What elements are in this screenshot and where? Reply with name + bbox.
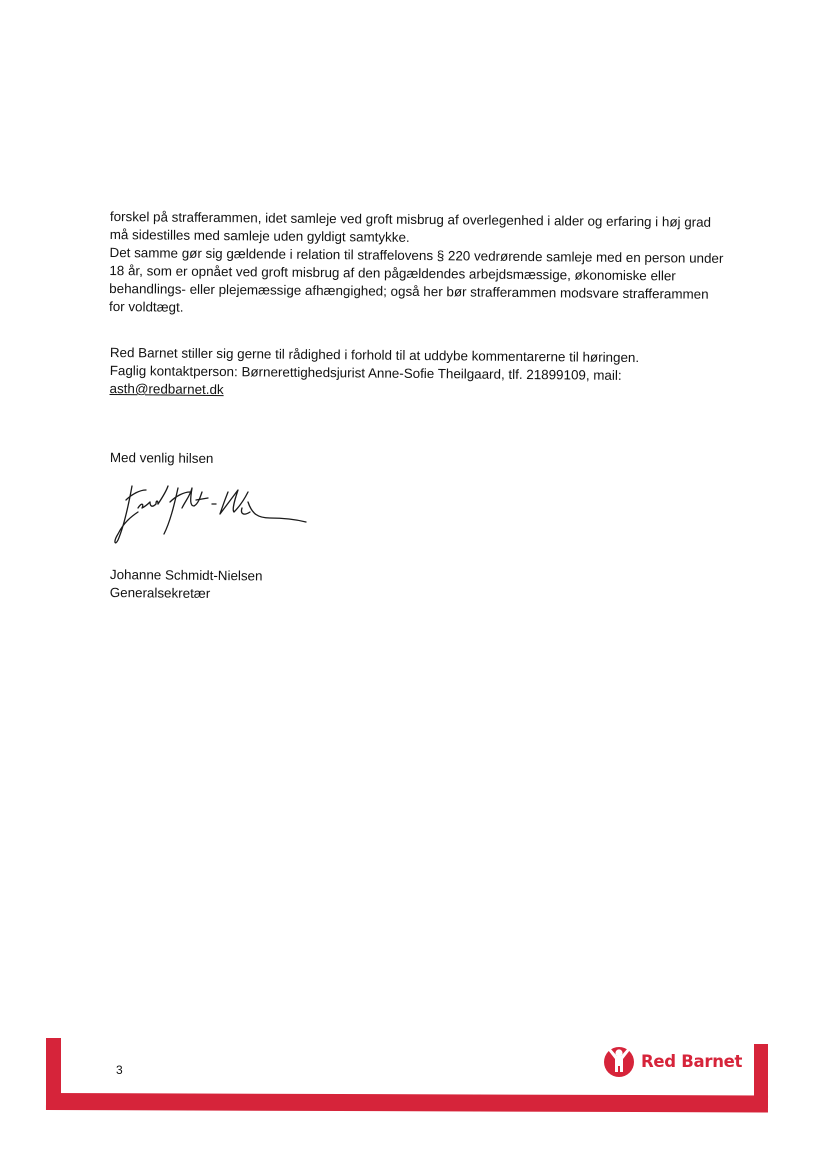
handwritten-signature bbox=[110, 478, 310, 550]
closing-block bbox=[110, 449, 730, 473]
text-line: Red Barnet stiller sig gerne til rådighed i forhold til at uddybe kommentarerne til høringen. bbox=[109, 344, 640, 366]
text-line: behandlings- eller plejemæssige afhængighed; også her bør strafferammen modsvare strafferammen bbox=[109, 280, 709, 302]
red-barnet-logo bbox=[602, 1042, 742, 1080]
signer-title: Generalsekretær bbox=[109, 584, 211, 601]
page-number: 3 bbox=[116, 1063, 123, 1077]
text-line: må sidestilles med samleje uden gyldigt samtykke. bbox=[109, 226, 410, 245]
text-line: Det samme gør sig gældende i relation til straffelovens § 220 vedrørende samleje med en person under bbox=[109, 244, 724, 266]
logo-text: Red Barnet bbox=[641, 1051, 743, 1071]
footer-frame-right bbox=[754, 1044, 768, 1108]
body-paragraph-1 bbox=[109, 208, 730, 322]
child-figure-icon bbox=[602, 1042, 636, 1080]
email-link[interactable]: asth@redbarnet.dk bbox=[109, 380, 224, 398]
closing-text: Med venlig hilsen bbox=[109, 449, 214, 466]
signer-block bbox=[110, 566, 730, 608]
body-paragraph-2 bbox=[109, 344, 729, 404]
text-line: for voldtægt. bbox=[108, 298, 184, 315]
text-line: Faglig kontaktperson: Børnerettighedsjurist Anne-Sofie Theilgaard, tlf. 21899109, mail: bbox=[109, 362, 622, 383]
signer-name: Johanne Schmidt-Nielsen bbox=[109, 566, 263, 584]
text-line: forskel på strafferammen, idet samleje ved groft misbrug af overlegenhed i alder og erfaring i høj grad bbox=[109, 208, 712, 230]
text-line: 18 år, som er opnået ved groft misbrug af den pågældendes arbejdsmæssige, økonomiske eller bbox=[109, 262, 676, 284]
footer-frame-bottom bbox=[46, 1093, 768, 1113]
